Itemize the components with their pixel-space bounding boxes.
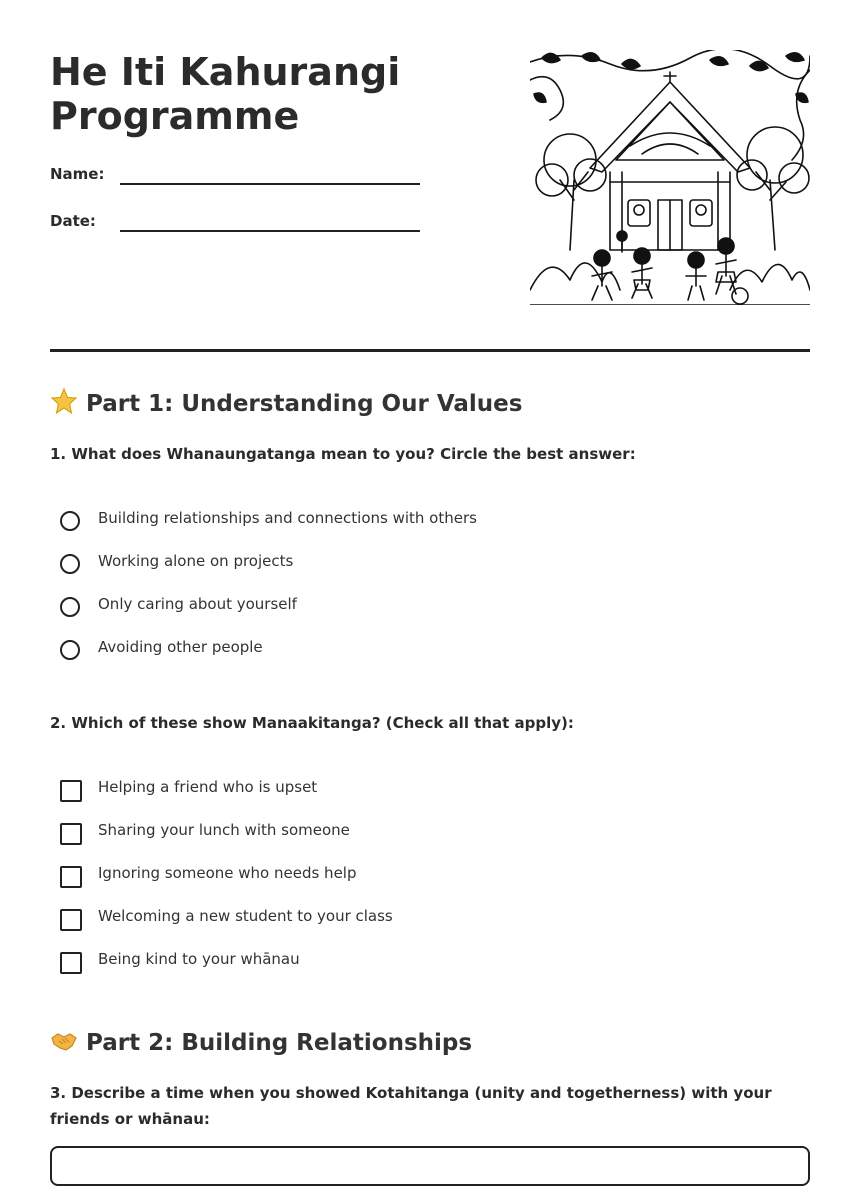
q2-option[interactable] bbox=[60, 864, 760, 890]
radio-circle[interactable] bbox=[60, 640, 80, 660]
question-3: 3. Describe a time when you showed Kotahitanga (unity and togetherness) with your friends or whānau: bbox=[50, 1084, 772, 1128]
option-label: Sharing your lunch with someone bbox=[98, 821, 350, 839]
wharenui-illustration bbox=[530, 50, 810, 305]
name-label: Name: bbox=[50, 165, 105, 183]
checkbox[interactable] bbox=[60, 823, 82, 845]
part1-heading bbox=[50, 387, 522, 421]
q1-option[interactable] bbox=[60, 509, 760, 535]
q2-option[interactable] bbox=[60, 950, 760, 976]
part2-heading bbox=[50, 1026, 472, 1060]
checkbox[interactable] bbox=[60, 952, 82, 974]
checkbox[interactable] bbox=[60, 909, 82, 931]
name-input-line[interactable] bbox=[120, 183, 420, 185]
part2-title: Part 2: Building Relationships bbox=[86, 1030, 473, 1056]
date-label: Date: bbox=[50, 212, 96, 230]
q1-option[interactable] bbox=[60, 595, 760, 621]
option-label: Avoiding other people bbox=[98, 638, 263, 656]
option-label: Only caring about yourself bbox=[98, 595, 297, 613]
name-field bbox=[50, 165, 420, 195]
q2-option[interactable] bbox=[60, 821, 760, 847]
checkbox[interactable] bbox=[60, 866, 82, 888]
q1-option[interactable] bbox=[60, 638, 760, 664]
question-2: 2. Which of these show Manaakitanga? (Check all that apply): bbox=[50, 714, 574, 732]
q2-option[interactable] bbox=[60, 907, 760, 933]
radio-circle[interactable] bbox=[60, 511, 80, 531]
answer-text-area[interactable] bbox=[50, 1146, 810, 1186]
option-label: Being kind to your whānau bbox=[98, 950, 300, 968]
option-label: Building relationships and connections with others bbox=[98, 509, 477, 527]
radio-circle[interactable] bbox=[60, 597, 80, 617]
radio-circle[interactable] bbox=[60, 554, 80, 574]
date-input-line[interactable] bbox=[120, 230, 420, 232]
date-field bbox=[50, 212, 420, 242]
q2-option[interactable] bbox=[60, 778, 760, 804]
q1-option[interactable] bbox=[60, 552, 760, 578]
handshake-icon bbox=[50, 1026, 78, 1060]
question-1: 1. What does Whanaungatanga mean to you? Circle the best answer: bbox=[50, 445, 636, 463]
option-label: Helping a friend who is upset bbox=[98, 778, 318, 796]
star-icon bbox=[50, 387, 78, 421]
header-divider bbox=[50, 349, 810, 352]
option-label: Working alone on projects bbox=[98, 552, 294, 570]
option-label: Ignoring someone who needs help bbox=[98, 864, 357, 882]
checkbox[interactable] bbox=[60, 780, 82, 802]
page-title: He Iti Kahurangi Programme bbox=[50, 50, 401, 138]
part1-title: Part 1: Understanding Our Values bbox=[86, 391, 523, 417]
option-label: Welcoming a new student to your class bbox=[98, 907, 393, 925]
